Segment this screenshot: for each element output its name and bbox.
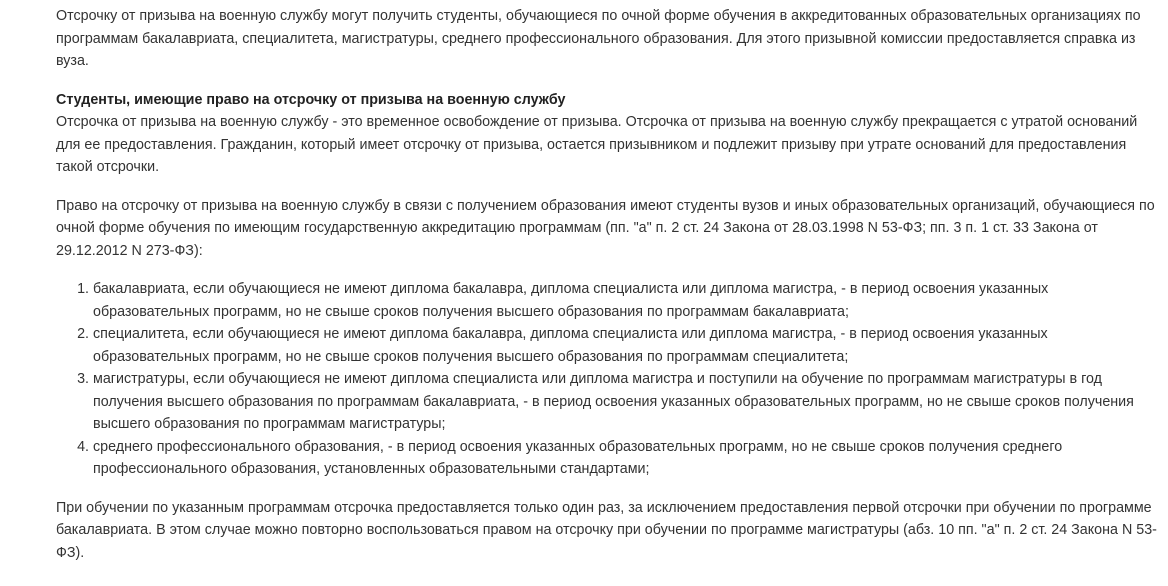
definition-paragraph: Отсрочка от призыва на военную службу - это временное освобождение от призыва. Отсрочка от призыва на военную службу прекращается с утратой оснований для ее предоставления. Гражданин, который имеет отсрочку от призыва, остается призывником и подлежит призыву при утрате оснований для предоставления такой отсрочки. [56,114,1138,175]
list-item-vocational: 4. среднего профессионального образования, - в период освоения указанных образовательных программ, но не свыше сроков получения среднего профессионального образования, установленных образовательными стандартами; [93,436,1162,481]
intro-paragraph: Отсрочку от призыва на военную службу могут получить студенты, обучающиеся по очной форме обучения в аккредитованных образовательных организациях по программам бакалавриата, специалитета, магистратуры, среднего профессионального образования. Для этого призывной комиссии предоставляется справка из вуза. [56,8,1141,69]
article-body [56,5,1162,564]
list-item-bachelor: 1. бакалавриата, если обучающиеся не имеют диплома бакалавра, диплома специалиста или диплома магистра, - в период освоения указанных образовательных программ, но не свыше сроков получения высшего образования по программам бакалавриата; [93,278,1162,323]
right-paragraph: Право на отсрочку от призыва на военную службу в связи с получением образования имеют студенты вузов и иных образовательных организаций, обучающиеся по очной форме обучения по имеющим государственную аккредитацию программам (пп. "а" п. 2 ст. 24 Закона от 28.03.1998 N 53-ФЗ; пп. 3 п. 1 ст. 33 Закона от 29.12.2012 N 273-ФЗ): [56,197,1155,259]
closing-paragraph: При обучении по указанным программам отсрочка предоставляется только один раз, за исключением предоставления первой отсрочки при обучении по программе бакалавриата. В этом случае можно повторно воспользоваться правом на отсрочку при обучении по программе магистратуры (абз. 10 пп. "а" п. 2 ст. 24 Закона N 53-ФЗ). [56,499,1157,561]
list-item-master: 3. магистратуры, если обучающиеся не имеют диплома специалиста или диплома магистра и поступили на обучение по программам магистратуры в год получения высшего образования по программам бакалавриата, - в период освоения указанных образовательных программ, но не свыше сроков получения высшего образования по программам магистратуры; [93,368,1162,436]
programs-list [56,278,1162,481]
list-item-specialist: 2. специалитета, если обучающиеся не имеют диплома бакалавра, диплома специалиста или диплома магистра, - в период освоения указанных образовательных программ, но не свыше сроков получения высшего образования по программам специалитета; [93,323,1162,368]
section-heading: Студенты, имеющие право на отсрочку от призыва на военную службу [56,91,566,108]
